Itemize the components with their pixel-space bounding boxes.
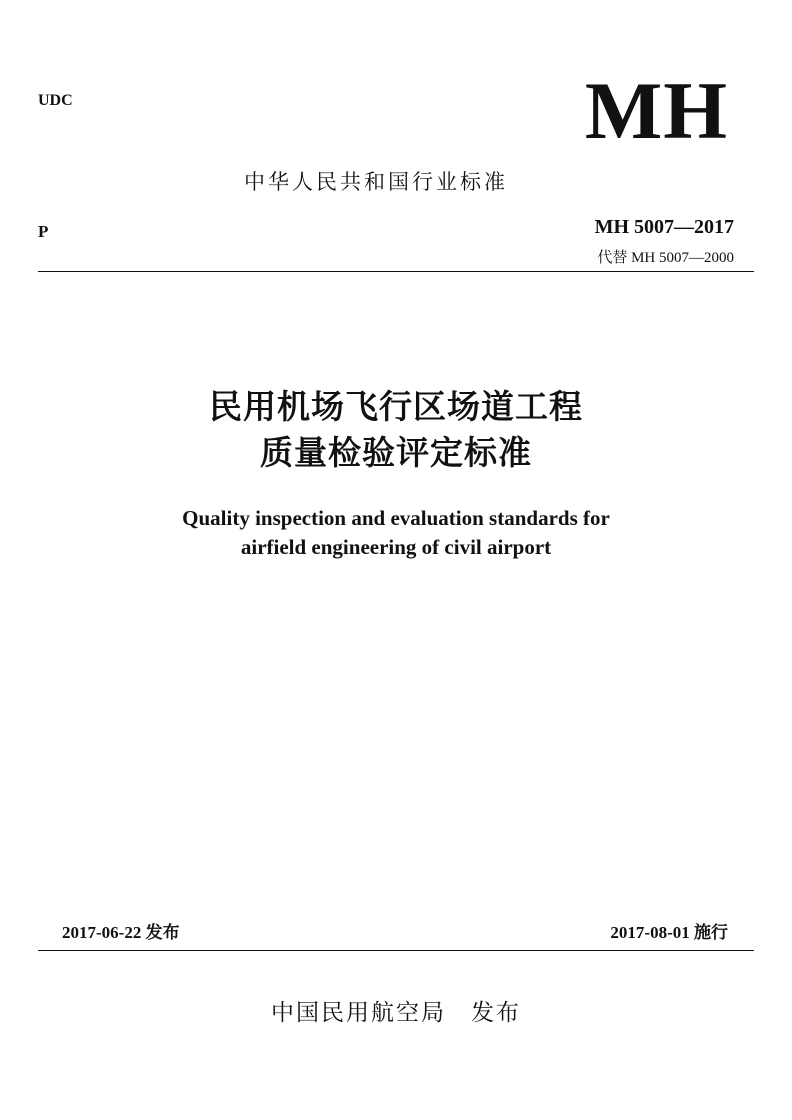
title-english-line-2: airfield engineering of civil airport	[240, 535, 552, 559]
standard-type: 中华人民共和国行业标准	[244, 170, 508, 194]
issue-date: 2017-06-22 发布	[62, 923, 180, 942]
replaces-standard: 代替 MH 5007—2000	[597, 250, 734, 266]
title-chinese-line-1: 民用机场飞行区场道工程	[209, 387, 583, 426]
title-english-line-1: Quality inspection and evaluation standards for	[182, 506, 610, 530]
standard-number: MH 5007—2017	[594, 216, 734, 238]
category-code: P	[38, 222, 49, 241]
mh-logo: MH	[584, 65, 728, 156]
title-chinese-line-2: 质量检验评定标准	[260, 433, 532, 472]
bottom-divider	[38, 950, 754, 951]
top-divider	[38, 271, 754, 272]
publisher: 中国民用航空局 发布	[271, 1000, 521, 1026]
title-chinese	[0, 384, 792, 476]
title-english	[0, 504, 792, 562]
udc-label: UDC	[38, 92, 73, 109]
effective-date: 2017-08-01 施行	[610, 923, 728, 942]
